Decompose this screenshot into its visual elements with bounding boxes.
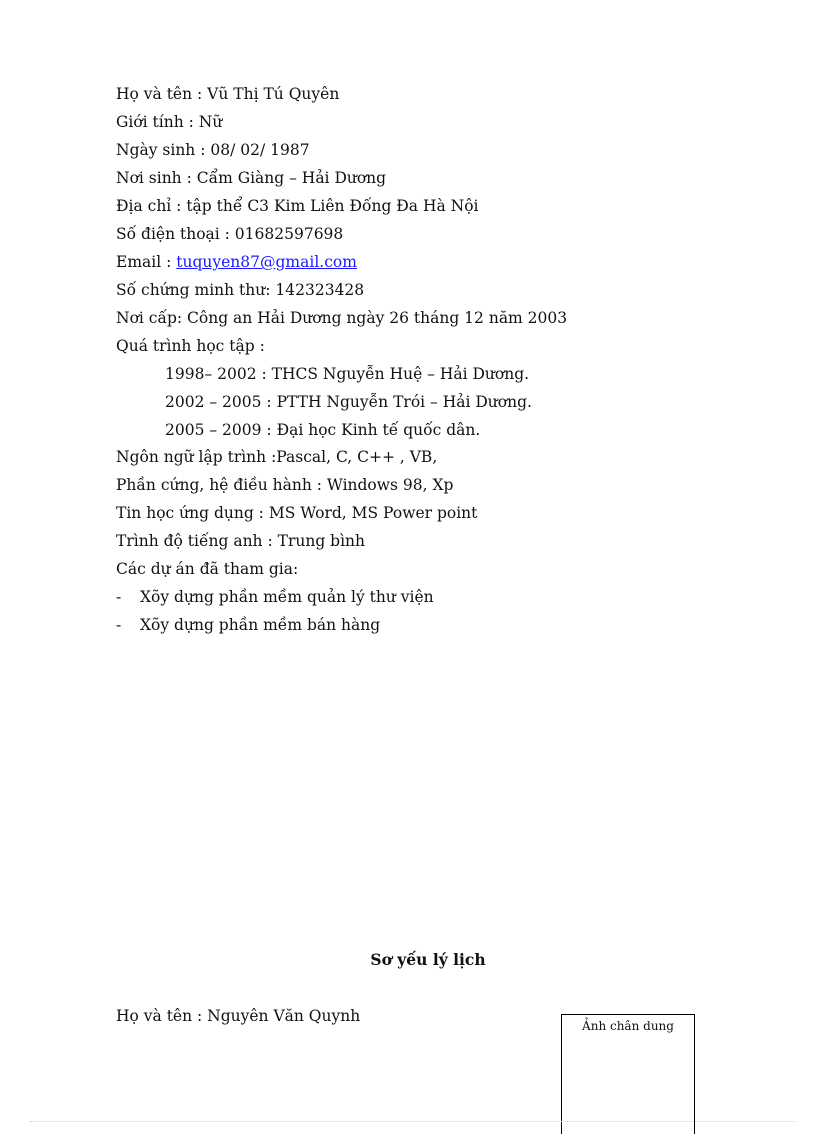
email-label: Email : [116,253,177,271]
education-item: 2005 – 2009 : Đại học Kinh tế quốc dân. [165,421,481,439]
projects-heading: Các dự án đã tham gia: [116,560,299,578]
bullet-dash: - [116,616,122,634]
education-item: 1998– 2002 : THCS Nguyễn Huệ – Hải Dương. [165,365,530,383]
section-title: Sơ yếu lý lịch [370,950,486,969]
gender: Giới tính : Nữ [116,113,223,131]
education-item: 2002 – 2005 : PTTH Nguyễn Trói – Hải Dương. [165,393,532,411]
birth-place: Nơi sinh : Cẩm Giàng – Hải Dương [116,169,387,187]
bullet-dash: - [116,588,122,606]
programming-languages: Ngôn ngữ lập trình :Pascal, C, C++ , VB, [116,448,438,466]
full-name-2: Họ và tên : Nguyên Văn Quynh [116,1007,361,1025]
birth-date: Ngày sinh : 08/ 02/ 1987 [116,141,310,159]
id-issued: Nơi cấp: Công an Hải Dương ngày 26 tháng 12 năm 2003 [116,309,568,327]
education-heading: Quá trình học tập : [116,337,265,355]
portrait-photo-box [561,1014,695,1134]
english-level: Trình độ tiếng anh : Trung bình [116,532,366,550]
page-break-line [30,1121,796,1122]
project-item: Xõy dựng phần mềm bán hàng [140,616,381,634]
address: Địa chỉ : tập thể C3 Kim Liên Đống Đa Hà Nội [116,197,479,215]
office-apps: Tin học ứng dụng : MS Word, MS Power point [116,504,478,522]
email-link[interactable]: tuquyen87@gmail.com [176,253,357,271]
hardware-os: Phần cứng, hệ điều hành : Windows 98, Xp [116,476,454,494]
project-item: Xõy dựng phần mềm quản lý thư viện [140,588,434,606]
full-name: Họ và tên : Vũ Thị Tú Quyên [116,85,340,103]
email-line [116,252,357,272]
photo-label: Ảnh chân dung [582,1019,674,1033]
phone: Số điện thoại : 01682597698 [116,225,344,243]
id-number: Số chứng minh thư: 142323428 [116,281,365,299]
